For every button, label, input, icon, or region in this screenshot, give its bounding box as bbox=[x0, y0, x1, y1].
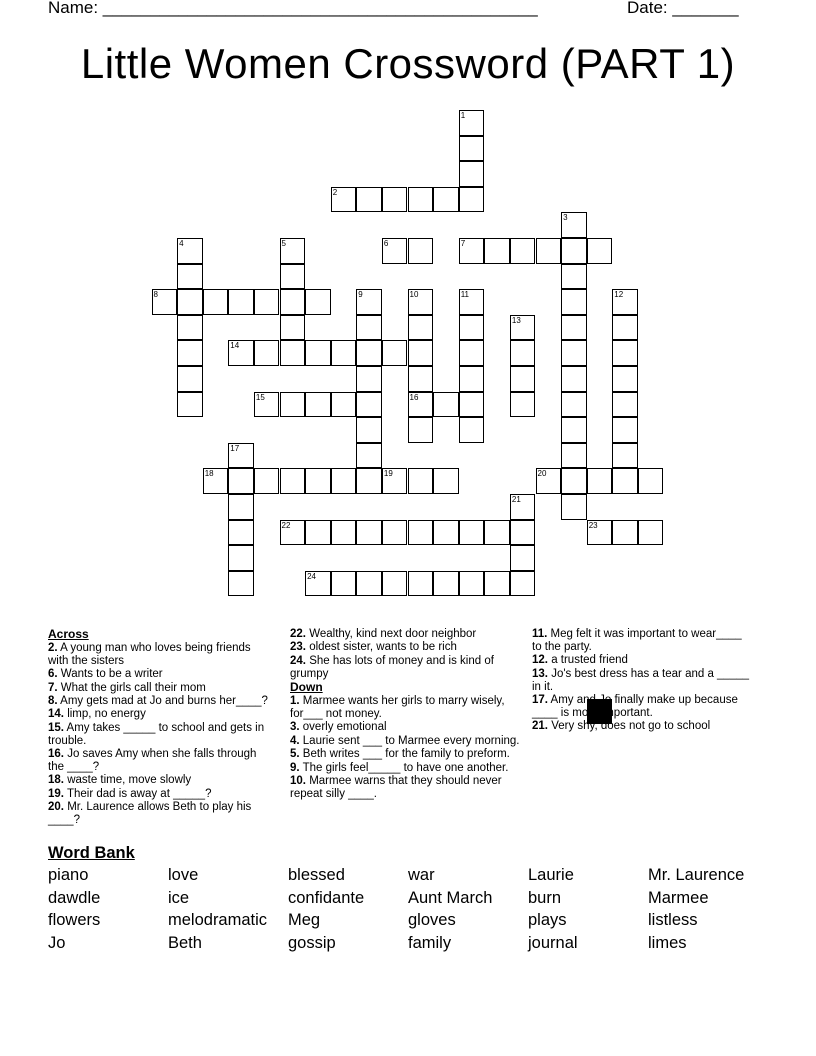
clue-number: 14. bbox=[48, 708, 64, 721]
grid-cell[interactable] bbox=[587, 468, 613, 494]
word-bank-word: blessed bbox=[288, 866, 345, 884]
cell-number: 17 bbox=[230, 443, 240, 453]
grid-cell[interactable] bbox=[228, 494, 254, 520]
grid-cell[interactable] bbox=[382, 187, 408, 213]
cell-number: 4 bbox=[179, 239, 184, 248]
grid-cell[interactable] bbox=[459, 340, 485, 366]
grid-cell[interactable] bbox=[587, 238, 613, 264]
grid-cell[interactable] bbox=[331, 520, 357, 546]
clue bbox=[290, 641, 520, 654]
grid-cell[interactable] bbox=[408, 366, 434, 392]
grid-cell[interactable] bbox=[433, 520, 459, 546]
grid-cell[interactable] bbox=[305, 571, 331, 597]
grid-cell[interactable] bbox=[612, 340, 638, 366]
grid-cell[interactable] bbox=[510, 366, 536, 392]
clue bbox=[290, 695, 520, 721]
grid-cell[interactable] bbox=[177, 315, 203, 341]
across-clue-list bbox=[48, 642, 270, 827]
clue-text: Laurie sent ___ to Marmee every morning. bbox=[299, 734, 520, 747]
grid-cell[interactable] bbox=[561, 212, 587, 238]
clue-number: 11. bbox=[532, 628, 548, 640]
across-clue-list-continued bbox=[290, 628, 520, 681]
word-bank-word: flowers bbox=[48, 911, 101, 930]
clue-number: 21. bbox=[532, 720, 548, 733]
grid-cell[interactable] bbox=[433, 187, 459, 213]
grid-cell[interactable] bbox=[228, 340, 254, 366]
cell-number: 9 bbox=[358, 290, 363, 300]
clue bbox=[48, 682, 270, 695]
clue-text: Their dad is away at _____? bbox=[64, 787, 212, 800]
grid-cell[interactable] bbox=[382, 468, 408, 494]
down-clue-list bbox=[290, 695, 520, 801]
clue-text: Meg felt it was important to wear____ to the party. bbox=[532, 628, 742, 653]
grid-cell[interactable] bbox=[561, 392, 587, 418]
clue-text: Amy and Jo finally make up because ____ is more important. bbox=[532, 694, 738, 719]
cell-number: 24 bbox=[307, 571, 316, 581]
grid-cell[interactable] bbox=[408, 315, 434, 341]
clue bbox=[290, 655, 520, 681]
word-bank-word: gloves bbox=[408, 911, 456, 930]
word-bank-word: limes bbox=[648, 934, 687, 953]
word-bank-word: melodramatic bbox=[168, 911, 268, 930]
grid-cell[interactable] bbox=[382, 520, 408, 546]
clue-text: Mr. Laurence allows Beth to play his ____? bbox=[48, 801, 252, 827]
grid-cell[interactable] bbox=[459, 110, 485, 136]
grid-cell[interactable] bbox=[612, 520, 638, 546]
clue-number: 5. bbox=[290, 748, 300, 761]
clue-text: She has lots of money and is kind of grumpy bbox=[290, 654, 494, 680]
grid-cell[interactable] bbox=[408, 520, 434, 546]
clue-text: Jo saves Amy when she falls through the ____? bbox=[48, 748, 257, 774]
clue-number: 16. bbox=[48, 748, 64, 761]
cell-number: 14 bbox=[230, 341, 240, 351]
grid-cell[interactable] bbox=[356, 468, 382, 494]
grid-cell[interactable] bbox=[177, 264, 203, 290]
grid-cell[interactable] bbox=[612, 417, 638, 443]
word-bank-word: listless bbox=[648, 911, 698, 930]
grid-cell[interactable] bbox=[459, 289, 485, 315]
clue-number: 3. bbox=[290, 721, 300, 734]
grid-cell[interactable] bbox=[408, 392, 434, 418]
clue bbox=[48, 668, 270, 681]
cell-number: 7 bbox=[460, 239, 466, 248]
grid-cell[interactable] bbox=[177, 289, 203, 315]
grid-cell[interactable] bbox=[561, 468, 587, 494]
grid-cell[interactable] bbox=[203, 289, 229, 315]
word-bank-word: Beth bbox=[168, 934, 202, 953]
grid-cell[interactable] bbox=[356, 340, 382, 366]
clue-text: The girls feel_____ to have one another. bbox=[299, 761, 509, 774]
grid-cell[interactable] bbox=[433, 392, 459, 418]
word-bank-word: Jo bbox=[48, 934, 66, 953]
clue-text: limp, no energy bbox=[64, 708, 146, 721]
grid-cell[interactable] bbox=[459, 161, 485, 187]
word-bank-word: war bbox=[408, 866, 435, 884]
word-bank-word: Mr. Laurence bbox=[648, 866, 745, 884]
clue-text: What the girls call their mom bbox=[57, 681, 206, 694]
cell-number: 11 bbox=[460, 290, 469, 300]
grid-cell[interactable] bbox=[254, 289, 280, 315]
grid-cell[interactable] bbox=[459, 238, 485, 264]
clue-text: Amy gets mad at Jo and burns her____? bbox=[57, 695, 268, 708]
grid-cell[interactable] bbox=[612, 443, 638, 469]
grid-cell[interactable] bbox=[305, 392, 331, 418]
clue-number: 19. bbox=[48, 787, 64, 800]
clue-text: Jo's best dress has a tear and a _____ in it. bbox=[532, 667, 750, 693]
grid-cell[interactable] bbox=[382, 340, 408, 366]
grid-cell[interactable] bbox=[459, 315, 485, 341]
grid-cell[interactable] bbox=[561, 238, 587, 264]
clue-number: 9. bbox=[290, 761, 300, 774]
clue bbox=[532, 654, 754, 667]
grid-cell[interactable] bbox=[510, 392, 536, 418]
clue bbox=[532, 628, 754, 654]
clue-number: 22. bbox=[290, 628, 306, 640]
clue-text: Marmee warns that they should never repeat silly ____. bbox=[290, 774, 502, 800]
cell-number: 19 bbox=[383, 469, 393, 479]
grid-cell[interactable] bbox=[305, 520, 331, 546]
grid-cell[interactable] bbox=[612, 289, 638, 315]
grid-cell[interactable] bbox=[510, 315, 536, 341]
cell-number: 21 bbox=[511, 495, 521, 504]
grid-cell[interactable] bbox=[331, 187, 357, 213]
grid-cell[interactable] bbox=[510, 494, 536, 520]
clue-text: oldest sister, wants to be rich bbox=[306, 641, 457, 654]
clue bbox=[48, 788, 270, 801]
word-bank-word: journal bbox=[528, 934, 578, 953]
grid-cell[interactable] bbox=[152, 289, 178, 315]
grid-cell[interactable] bbox=[561, 315, 587, 341]
grid-cell[interactable] bbox=[587, 520, 613, 546]
grid-cell[interactable] bbox=[638, 520, 664, 546]
cell-number: 13 bbox=[511, 315, 521, 325]
cell-number: 6 bbox=[383, 239, 389, 248]
word-bank-word: love bbox=[168, 866, 199, 884]
cell-number: 22 bbox=[281, 520, 291, 530]
clue bbox=[48, 695, 270, 708]
word-bank-word: confidante bbox=[288, 888, 365, 907]
clue-text: A young man who loves being friends with the sisters bbox=[48, 641, 251, 667]
cell-number: 15 bbox=[255, 392, 265, 402]
clue-number: 24. bbox=[290, 654, 306, 667]
word-bank-word: ice bbox=[168, 888, 190, 907]
clue bbox=[290, 735, 520, 748]
grid-cell[interactable] bbox=[433, 571, 459, 597]
grid-cell[interactable] bbox=[356, 187, 382, 213]
clue-text: Beth writes ___ for the family to preform. bbox=[299, 748, 510, 761]
grid-cell[interactable] bbox=[254, 468, 280, 494]
word-bank-word: plays bbox=[528, 911, 567, 930]
grid-cell[interactable] bbox=[408, 417, 434, 443]
clues-column-2 bbox=[290, 628, 520, 801]
grid-cell[interactable] bbox=[356, 289, 382, 315]
clue-number: 17. bbox=[532, 694, 548, 707]
cell-number: 10 bbox=[409, 290, 419, 300]
clue bbox=[290, 748, 520, 761]
grid-cell[interactable] bbox=[408, 289, 434, 315]
clue bbox=[48, 722, 270, 748]
grid-cell[interactable] bbox=[510, 340, 536, 366]
cell-number: 3 bbox=[563, 213, 568, 223]
clue-text: Marmee wants her girls to marry wisely, for___ not money. bbox=[290, 695, 505, 720]
clue-number: 1. bbox=[290, 695, 300, 708]
grid-cell[interactable] bbox=[331, 392, 357, 418]
clue-number: 4. bbox=[290, 734, 300, 747]
grid-cell[interactable] bbox=[356, 443, 382, 469]
grid-cell[interactable] bbox=[228, 571, 254, 597]
clue bbox=[290, 775, 520, 801]
grid-cell[interactable] bbox=[280, 340, 306, 366]
clue-number: 10. bbox=[290, 774, 306, 787]
cell-number: 20 bbox=[537, 469, 547, 479]
grid-cell[interactable] bbox=[484, 571, 510, 597]
grid-cell[interactable] bbox=[382, 571, 408, 597]
word-bank-word: Laurie bbox=[528, 866, 574, 884]
cell-number: 18 bbox=[204, 469, 214, 479]
grid-cell[interactable] bbox=[408, 238, 434, 264]
clue-number: 23. bbox=[290, 641, 306, 654]
grid-cell[interactable] bbox=[305, 289, 331, 315]
grid-cell[interactable] bbox=[408, 571, 434, 597]
word-bank-word: Aunt March bbox=[408, 888, 493, 907]
grid-cell[interactable] bbox=[280, 315, 306, 341]
grid-cell[interactable] bbox=[459, 571, 485, 597]
across-heading: Across bbox=[48, 627, 89, 641]
word-bank-word: Marmee bbox=[648, 888, 709, 907]
grid-cell[interactable] bbox=[612, 392, 638, 418]
clue bbox=[290, 721, 520, 734]
cell-number: 16 bbox=[409, 392, 419, 402]
cell-number: 2 bbox=[332, 187, 338, 197]
grid-cell[interactable] bbox=[228, 289, 254, 315]
word-bank-word: dawdle bbox=[48, 888, 101, 907]
grid-cell[interactable] bbox=[280, 238, 306, 264]
clue bbox=[290, 762, 520, 775]
grid-cell[interactable] bbox=[510, 545, 536, 571]
word-bank-word: family bbox=[408, 934, 452, 953]
clue-number: 20. bbox=[48, 801, 64, 814]
grid-cell[interactable] bbox=[459, 187, 485, 213]
word-bank bbox=[48, 866, 808, 957]
grid-cell[interactable] bbox=[254, 340, 280, 366]
grid-cell[interactable] bbox=[510, 520, 536, 546]
cell-number: 8 bbox=[153, 290, 158, 300]
grid-cell[interactable] bbox=[356, 392, 382, 418]
grid-cell[interactable] bbox=[356, 520, 382, 546]
grid-cell[interactable] bbox=[484, 238, 510, 264]
grid-cell[interactable] bbox=[612, 366, 638, 392]
clue-text: Wants to be a writer bbox=[57, 668, 163, 681]
word-bank-word: burn bbox=[528, 888, 562, 907]
clues-column-3 bbox=[532, 628, 754, 734]
grid-cell[interactable] bbox=[228, 520, 254, 546]
page-title: Little Women Crossword (PART 1) bbox=[80, 40, 736, 87]
grid-cell[interactable] bbox=[280, 520, 306, 546]
grid-cell[interactable] bbox=[459, 520, 485, 546]
grid-cell[interactable] bbox=[177, 392, 203, 418]
grid-cell[interactable] bbox=[331, 468, 357, 494]
down-heading: Down bbox=[290, 680, 323, 695]
grid-cell[interactable] bbox=[561, 289, 587, 315]
clue bbox=[48, 801, 270, 827]
grid-cell[interactable] bbox=[561, 443, 587, 469]
grid-cell[interactable] bbox=[408, 468, 434, 494]
grid-cell[interactable] bbox=[177, 366, 203, 392]
grid-cell[interactable] bbox=[408, 187, 434, 213]
clue-text: a trusted friend bbox=[548, 654, 628, 667]
grid-cell[interactable] bbox=[228, 468, 254, 494]
grid-cell[interactable] bbox=[382, 238, 408, 264]
grid-cell[interactable] bbox=[561, 366, 587, 392]
clue-number: 8. bbox=[48, 695, 58, 708]
cell-number: 1 bbox=[460, 111, 466, 120]
clue bbox=[48, 642, 270, 668]
grid-cell[interactable] bbox=[459, 392, 485, 418]
grid-cell[interactable] bbox=[510, 238, 536, 264]
clue bbox=[48, 774, 270, 787]
grid-cell[interactable] bbox=[484, 520, 510, 546]
grid-cell[interactable] bbox=[356, 315, 382, 341]
grid-cell[interactable] bbox=[459, 417, 485, 443]
clue-number: 12. bbox=[532, 654, 548, 667]
clue bbox=[532, 720, 754, 733]
clue bbox=[48, 748, 270, 774]
clue-text: waste time, move slowly bbox=[64, 774, 192, 787]
grid-cell[interactable] bbox=[331, 571, 357, 597]
down-clue-list-continued bbox=[532, 628, 754, 733]
grid-cell[interactable] bbox=[638, 468, 664, 494]
grid-cell[interactable] bbox=[536, 468, 562, 494]
grid-cell[interactable] bbox=[305, 340, 331, 366]
grid-cell[interactable] bbox=[254, 392, 280, 418]
clue-number: 13. bbox=[532, 667, 548, 680]
clue-text: Very shy, does not go to school bbox=[548, 720, 711, 733]
grid-cell[interactable] bbox=[612, 468, 638, 494]
clue-number: 18. bbox=[48, 774, 64, 787]
clue bbox=[532, 694, 754, 720]
grid-cell[interactable] bbox=[433, 468, 459, 494]
grid-cell[interactable] bbox=[203, 468, 229, 494]
cell-number: 12 bbox=[614, 290, 624, 300]
grid-cell[interactable] bbox=[612, 315, 638, 341]
clue-number: 15. bbox=[48, 721, 64, 734]
grid-cell[interactable] bbox=[280, 264, 306, 290]
cell-number: 23 bbox=[588, 520, 598, 530]
clue bbox=[48, 708, 270, 721]
grid-cell[interactable] bbox=[459, 136, 485, 162]
grid-cell[interactable] bbox=[561, 340, 587, 366]
word-bank-word: piano bbox=[48, 866, 89, 884]
grid-cell[interactable] bbox=[177, 340, 203, 366]
grid-cell[interactable] bbox=[305, 468, 331, 494]
word-bank-word: gossip bbox=[288, 934, 336, 953]
clue-number: 7. bbox=[48, 681, 58, 694]
grid-cell[interactable] bbox=[356, 366, 382, 392]
cell-number: 5 bbox=[281, 239, 286, 248]
clues-column-1 bbox=[48, 628, 270, 828]
grid-cell[interactable] bbox=[228, 443, 254, 469]
word-bank-title: Word Bank bbox=[48, 844, 135, 862]
grid-cell[interactable] bbox=[536, 238, 562, 264]
name-field[interactable]: Name: ______________________________________________ bbox=[48, 0, 538, 17]
grid-cell[interactable] bbox=[331, 340, 357, 366]
grid-cell[interactable] bbox=[280, 392, 306, 418]
grid-cell[interactable] bbox=[280, 468, 306, 494]
grid-cell[interactable] bbox=[356, 417, 382, 443]
word-bank-word: Meg bbox=[288, 911, 321, 930]
grid-cell[interactable] bbox=[561, 264, 587, 290]
clue-text: Wealthy, kind next door neighbor bbox=[306, 628, 477, 640]
grid-cell[interactable] bbox=[177, 238, 203, 264]
clue-text: Amy takes _____ to school and gets in trouble. bbox=[48, 721, 265, 747]
grid-cell[interactable] bbox=[561, 417, 587, 443]
grid-cell[interactable] bbox=[459, 366, 485, 392]
date-field[interactable]: Date: _______ bbox=[627, 0, 739, 17]
clue-text: overly emotional bbox=[299, 721, 387, 734]
grid-cell[interactable] bbox=[280, 289, 306, 315]
grid-cell[interactable] bbox=[408, 340, 434, 366]
grid-cell[interactable] bbox=[356, 571, 382, 597]
grid-cell[interactable] bbox=[228, 545, 254, 571]
grid-cell[interactable] bbox=[510, 571, 536, 597]
grid-cell[interactable] bbox=[561, 494, 587, 520]
clue bbox=[532, 668, 754, 694]
clue bbox=[290, 628, 520, 641]
clue-number: 6. bbox=[48, 668, 58, 681]
clue-number: 2. bbox=[48, 641, 58, 654]
